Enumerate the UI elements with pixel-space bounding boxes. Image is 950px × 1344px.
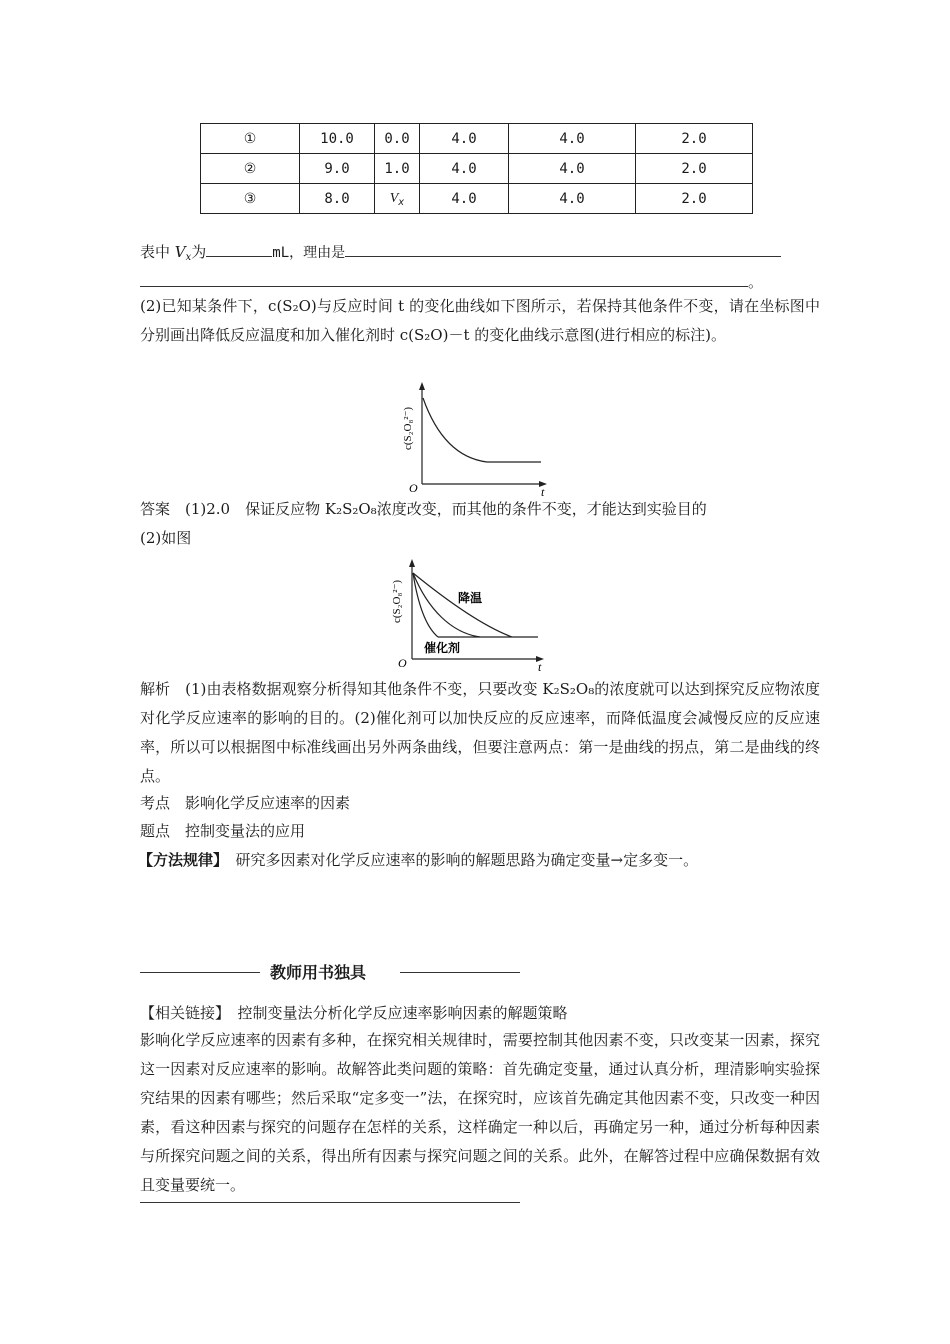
method-text: 研究多因素对化学反应速率的影响的解题思路为确定变量→定多变一。 xyxy=(220,851,699,869)
label-catalyst: 催化剂 xyxy=(424,641,461,655)
table-row xyxy=(201,154,753,184)
q1-mid: 为 xyxy=(191,243,207,261)
table-cell: 2.0 xyxy=(636,154,753,184)
table-cell: 4.0 xyxy=(420,184,509,214)
title-rule-left xyxy=(140,972,260,973)
answer-line1: 答案 (1)2.0 保证反应物 K₂S₂O₈浓度改变，而其他的条件不变，才能达到实验目的 xyxy=(140,500,707,518)
table-cell: 2.0 xyxy=(636,184,753,214)
method-rule xyxy=(138,849,698,871)
table-cell: 4.0 xyxy=(420,154,509,184)
answer-blank-reason-cont[interactable] xyxy=(140,270,748,287)
table-cell: 0.0 xyxy=(375,124,420,154)
kaodian: 考点 影响化学反应速率的因素 xyxy=(140,794,351,812)
related-link-line xyxy=(140,1002,568,1024)
title-rule-right xyxy=(400,972,520,973)
question-2: (2)已知某条件下，c(S₂O)与反应时间 t 的变化曲线如下图所示，若保持其他条件不变，请在坐标图中分别画出降低反应温度和加入催化剂时 c(S₂O)－t 的变化曲线示意图(进行相应的标注)。 xyxy=(140,297,820,344)
standard-curve xyxy=(423,398,541,462)
table-cell: 1.0 xyxy=(375,154,420,184)
vx-var: V xyxy=(389,190,399,206)
tidian: 题点 控制变量法的应用 xyxy=(140,822,306,840)
table-cell: 4.0 xyxy=(509,154,636,184)
q1-line2 xyxy=(140,270,763,293)
teacher-title: 教师用书独具 xyxy=(270,963,367,982)
q1-var-sub: x xyxy=(185,252,192,263)
graph2-origin: O xyxy=(398,656,407,670)
y-axis-arrow xyxy=(409,559,415,567)
table-cell: 4.0 xyxy=(509,124,636,154)
graph1-xlabel: t xyxy=(541,485,545,496)
related-link-label: 【相关链接】 xyxy=(140,1004,223,1022)
table-cell: ① xyxy=(201,124,300,154)
table-cell: 4.0 xyxy=(509,184,636,214)
graph1-ylabel: c(S₂O₈²⁻) xyxy=(402,406,414,450)
table-cell: 2.0 xyxy=(636,124,753,154)
experiment-table xyxy=(200,123,753,214)
table-cell xyxy=(375,184,420,214)
method-label: 【方法规律】 xyxy=(138,851,221,869)
cooling-curve xyxy=(413,573,512,637)
table-cell: 9.0 xyxy=(300,154,375,184)
graph1-origin: O xyxy=(409,481,418,495)
standard-curve xyxy=(413,573,483,637)
graph-answer xyxy=(380,555,555,672)
graph-original xyxy=(395,380,555,496)
related-link-title: 控制变量法分析化学反应速率影响因素的解题策略 xyxy=(222,1004,568,1022)
analysis: 解析 (1)由表格数据观察分析得知其他条件不变，只要改变 K₂S₂O₈的浓度就可以达到探究反应物浓度对化学反应速率的影响的目的。(2)催化剂可以加快反应的反应速率，而降低温度会减慢反应的反应速率，所以可以根据图中标准线画出另外两条曲线，但要注意两点：第一是曲线的拐点，第二是曲线的终点。 xyxy=(140,680,820,785)
vx-sub: x xyxy=(398,196,405,208)
table-row xyxy=(201,184,753,214)
q1-prefix: 表中 xyxy=(140,243,175,261)
q1-line xyxy=(140,240,781,269)
graph2-ylabel: c(S₂O₈²⁻) xyxy=(391,579,403,623)
graph2-xlabel: t xyxy=(538,660,542,672)
q1-var: V xyxy=(174,243,186,261)
table-cell: 8.0 xyxy=(300,184,375,214)
table-row xyxy=(201,124,753,154)
table-cell: ③ xyxy=(201,184,300,214)
answer-blank-reason[interactable] xyxy=(345,240,781,257)
label-cooling: 降温 xyxy=(458,591,483,605)
y-axis-arrow xyxy=(419,382,425,390)
answer-blank-vx[interactable] xyxy=(206,240,272,257)
q1-end: 。 xyxy=(748,273,764,291)
section-end-rule xyxy=(140,1202,520,1203)
answer-line2: (2)如图 xyxy=(140,529,192,547)
teacher-body: 影响化学反应速率的因素有多种，在探究相关规律时，需要控制其他因素不变，只改变某一因素，探究这一因素对反应速率的影响。故解答此类问题的策略：首先确定变量，通过认真分析，理清影响实验探究结果的因素有哪些；然后采取“定多变一”法，在探究时，应该首先确定其他因素不变，只改变一种因素，看这种因素与探究的问题存在怎样的关系，这样确定一种以后，再确定另一种，通过分析每种因素与所探究问题之间的关系，得出所有因素与探究问题之间的关系。此外，在解答过程中应确保数据有效且变量要统一。 xyxy=(140,1031,820,1194)
table-cell: ② xyxy=(201,154,300,184)
table-cell: 4.0 xyxy=(420,124,509,154)
q1-unit: mL，理由是 xyxy=(272,245,346,261)
table-cell: 10.0 xyxy=(300,124,375,154)
